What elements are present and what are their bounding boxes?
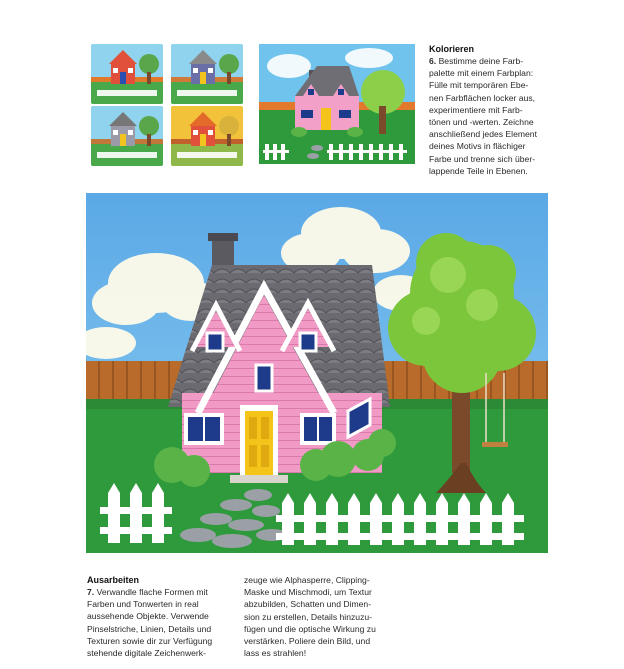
finishing-paragraph-col1 — [87, 586, 237, 659]
palette-thumbnail-1 — [91, 44, 163, 104]
coloring-paragraph — [429, 55, 569, 177]
finishing-line: zeuge wie Alphasperre, Clipping- — [244, 575, 370, 585]
house-sketch-purple — [171, 44, 243, 104]
finishing-line: Pinselstriche, Linien, Details und — [87, 623, 212, 634]
palette-thumbnail-4 — [171, 106, 243, 166]
finishing-line: stehende digitale Zeichenwerk- — [87, 648, 206, 659]
finishing-line: fügen und die optische Wirkung zu — [244, 623, 376, 634]
flat-color-illustration — [259, 44, 415, 164]
finishing-line: aussehende Objekte. Verwende — [87, 611, 209, 622]
coloring-step-number: 6. — [429, 56, 437, 66]
coloring-section — [429, 43, 569, 177]
coloring-line: Bestimme deine Farb- — [438, 56, 524, 66]
finishing-line: Maske und Mischmodi, um Textur — [244, 587, 372, 598]
finishing-heading: Ausarbeiten — [87, 575, 140, 585]
house-sketch-orange — [171, 106, 243, 166]
coloring-line: anschließend jedes Element — [429, 129, 537, 140]
finishing-line: verstärken. Poliere dein Bild, und — [244, 636, 371, 647]
finishing-paragraph-col2 — [244, 574, 404, 659]
coloring-line: lappende Teile in Ebenen. — [429, 165, 528, 176]
coloring-line: palette mit einem Farbplan: — [429, 68, 534, 79]
palette-thumbnail-2 — [171, 44, 243, 104]
coloring-heading: Kolorieren — [429, 44, 475, 54]
finishing-line: Verwandle flache Formen mit — [96, 587, 208, 597]
finishing-section — [87, 574, 237, 659]
finishing-step-number: 7. — [87, 587, 95, 597]
coloring-line: Farbe und trenne sich über- — [429, 153, 536, 164]
finishing-section-col2 — [244, 574, 404, 659]
house-flat-color-image — [259, 44, 415, 164]
house-finished-image — [86, 193, 548, 553]
finished-illustration — [86, 193, 548, 553]
house-sketch-grey — [91, 106, 163, 166]
finishing-line: Farben und Tonwerten in real — [87, 599, 199, 610]
coloring-line: tönen und -werten. Zeichne — [429, 117, 534, 128]
finishing-line: Texturen sowie dir zur Verfügung — [87, 635, 213, 646]
finishing-line: abzubilden, Schatten und Dimen- — [244, 599, 372, 610]
coloring-line: deines Motivs in flächiger — [429, 141, 526, 152]
palette-thumbnail-3 — [91, 106, 163, 166]
coloring-line: experimentiere mit Farb- — [429, 104, 523, 115]
finishing-line: lass es strahlen! — [244, 648, 307, 659]
house-sketch-red — [91, 44, 163, 104]
coloring-line: Fülle mit temporären Ebe- — [429, 80, 529, 91]
finishing-line: sion zu erstellen, Details hinzuzu- — [244, 611, 373, 622]
coloring-line: nen Farbflächen locker aus, — [429, 92, 536, 103]
